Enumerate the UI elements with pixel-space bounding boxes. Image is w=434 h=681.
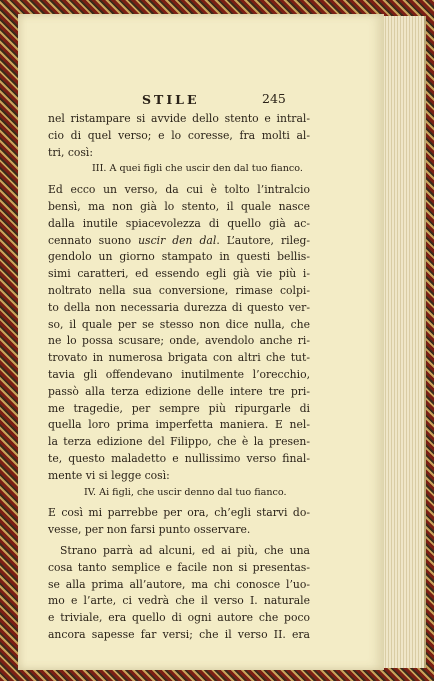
text-line: cosa tanto semplice e facile non si presentas- — [48, 560, 310, 574]
text-line: Ed ecco un verso, da cui è tolto l’intralcio — [48, 183, 310, 197]
page-header — [18, 92, 384, 112]
text-line: so, il quale per se stesso non dice nulla, che — [48, 317, 310, 331]
text-line — [48, 233, 310, 250]
page-body — [48, 111, 310, 644]
text-line: ne lo possa scusare; onde, avendolo anche ri- — [48, 334, 310, 348]
page-number: 245 — [262, 91, 286, 106]
text-line: tri, così: — [48, 145, 93, 159]
text-line: to della non necessaria durezza di questo ver- — [48, 300, 310, 314]
text-line: se alla prima all’autore, ma chi conosce l’uo- — [48, 577, 310, 591]
text-line: la terza edizione del Filippo, che è la presen- — [48, 435, 310, 449]
text-line: bensì, ma non già lo stento, il quale nasce — [48, 199, 310, 213]
text-line: me tragedie, per sempre più ripurgarle di — [48, 401, 310, 415]
text-line: gendolo un giorno stampato in questi bellis- — [48, 250, 310, 264]
italic-quote: uscir den dal — [138, 233, 217, 247]
text-fragment: . L’autore, rileg- — [216, 233, 311, 247]
text-line: noltrato nella sua conversione, rimase colpi- — [48, 283, 310, 297]
text-line: dalla inutile spiacevolezza di quello già ac- — [48, 216, 310, 230]
text-fragment: cennato suono — [48, 233, 139, 247]
text-line: trovato in numerosa brigata con altri che tut- — [48, 351, 310, 365]
text-line: te, questo maladetto e nullissimo verso final- — [48, 451, 310, 465]
verse-quote: IV. Ai figli, che uscir denno dal tuo fianco. — [84, 486, 287, 498]
text-line: passò alla terza edizione delle intere tre pri- — [48, 384, 310, 398]
text-line: vesse, per non farsi punto osservare. — [48, 523, 251, 537]
text-line: Strano parrà ad alcuni, ed ai più, che una — [60, 543, 310, 557]
text-line: e triviale, era quello di ogni autore che poco — [48, 611, 310, 625]
text-line: mo e l’arte, ci vedrà che il verso I. naturale — [48, 594, 310, 608]
verse-quote: III. A quei figli che uscir den dal tuo fianco. — [92, 163, 303, 175]
text-line: ancora sapesse far versi; che il verso II. era — [48, 627, 310, 641]
text-line: cio di quel verso; e lo coresse, fra molti al- — [48, 128, 310, 142]
text-line: nel ristampare si avvide dello stento e intral- — [48, 112, 310, 125]
text-line: tavia gli offendevano inutilmente l’orecchio, — [48, 367, 310, 381]
text-line: quella loro prima imperfetta maniera. E nel- — [48, 418, 310, 432]
running-head: STILE — [142, 92, 200, 107]
text-line: simi caratteri, ed essendo egli già vie più i- — [48, 267, 310, 281]
book-page — [18, 14, 384, 670]
text-line: E così mi parrebbe per ora, ch’egli starvi do- — [48, 506, 310, 520]
text-line: mente vi si legge così: — [48, 468, 170, 482]
